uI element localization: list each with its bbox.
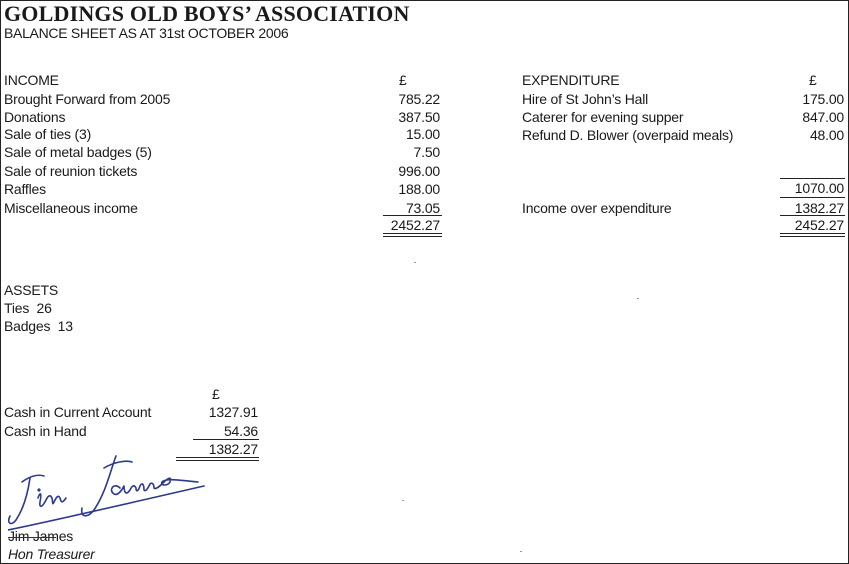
income-row-amount: 785.22 [398,91,440,107]
expenditure-total: 2452.27 [794,217,844,233]
cash-row-label: Cash in Hand [4,423,87,439]
signatory-name: Jim James [8,528,74,544]
expenditure-row-label: Refund D. Blower (overpaid meals) [522,127,734,143]
income-heading: INCOME [4,72,59,88]
income-row-amount: 7.50 [413,144,440,160]
cash-row-amount: 54.36 [223,423,258,439]
income-sum-rule [383,215,442,216]
expenditure-total-rule [780,215,845,216]
document-subtitle: BALANCE SHEET AS AT 31st OCTOBER 2006 [4,25,289,41]
expenditure-row-label: Hire of St John’s Hall [522,91,649,107]
cash-row-amount: 1327.91 [208,404,258,420]
cash-row-label: Cash in Current Account [4,404,152,420]
expenditure-row-amount: 175.00 [802,91,844,107]
income-total: 2452.27 [390,217,440,233]
surplus-label: Income over expenditure [522,200,672,216]
income-row-label: Miscellaneous income [4,200,138,216]
expenditure-subtotal-rule [780,197,845,198]
signatory-strike [8,537,56,538]
expenditure-row-amount: 48.00 [809,127,844,143]
expenditure-sum-rule [780,178,845,179]
scan-speck [414,262,416,263]
cash-currency-symbol: £ [212,386,220,402]
income-row-label: Sale of ties (3) [4,126,92,142]
income-row-amount: 73.05 [405,200,440,216]
cash-total: 1382.27 [208,441,258,457]
assets-item: Badges 13 [4,318,73,334]
scan-speck [520,551,522,552]
expenditure-total-double-rule [780,233,845,237]
expenditure-heading: EXPENDITURE [522,72,620,88]
income-row-label: Raffles [4,181,46,197]
expenditure-currency-symbol: £ [809,72,817,88]
income-row-label: Donations [4,109,66,125]
income-row-label: Sale of reunion tickets [4,163,138,179]
income-row-amount: 15.00 [405,126,440,142]
scan-speck [402,500,404,501]
assets-heading: ASSETS [4,282,59,298]
income-currency-symbol: £ [399,72,407,88]
document-title: GOLDINGS OLD BOYS’ ASSOCIATION [4,1,410,26]
scan-speck [637,298,639,299]
income-row-label: Sale of metal badges (5) [4,144,152,160]
signatory-role: Hon Treasurer [8,546,95,562]
cash-sum-rule [193,439,259,440]
income-row-label: Brought Forward from 2005 [4,91,171,107]
expenditure-row-amount: 847.00 [802,109,844,125]
expenditure-row-label: Caterer for evening supper [522,109,684,125]
income-row-amount: 996.00 [398,163,440,179]
income-row-amount: 188.00 [398,181,440,197]
surplus-amount: 1382.27 [794,200,844,216]
income-total-double-rule [383,233,442,237]
income-row-amount: 387.50 [398,109,440,125]
assets-item: Ties 26 [4,300,52,316]
expenditure-subtotal: 1070.00 [794,180,844,196]
